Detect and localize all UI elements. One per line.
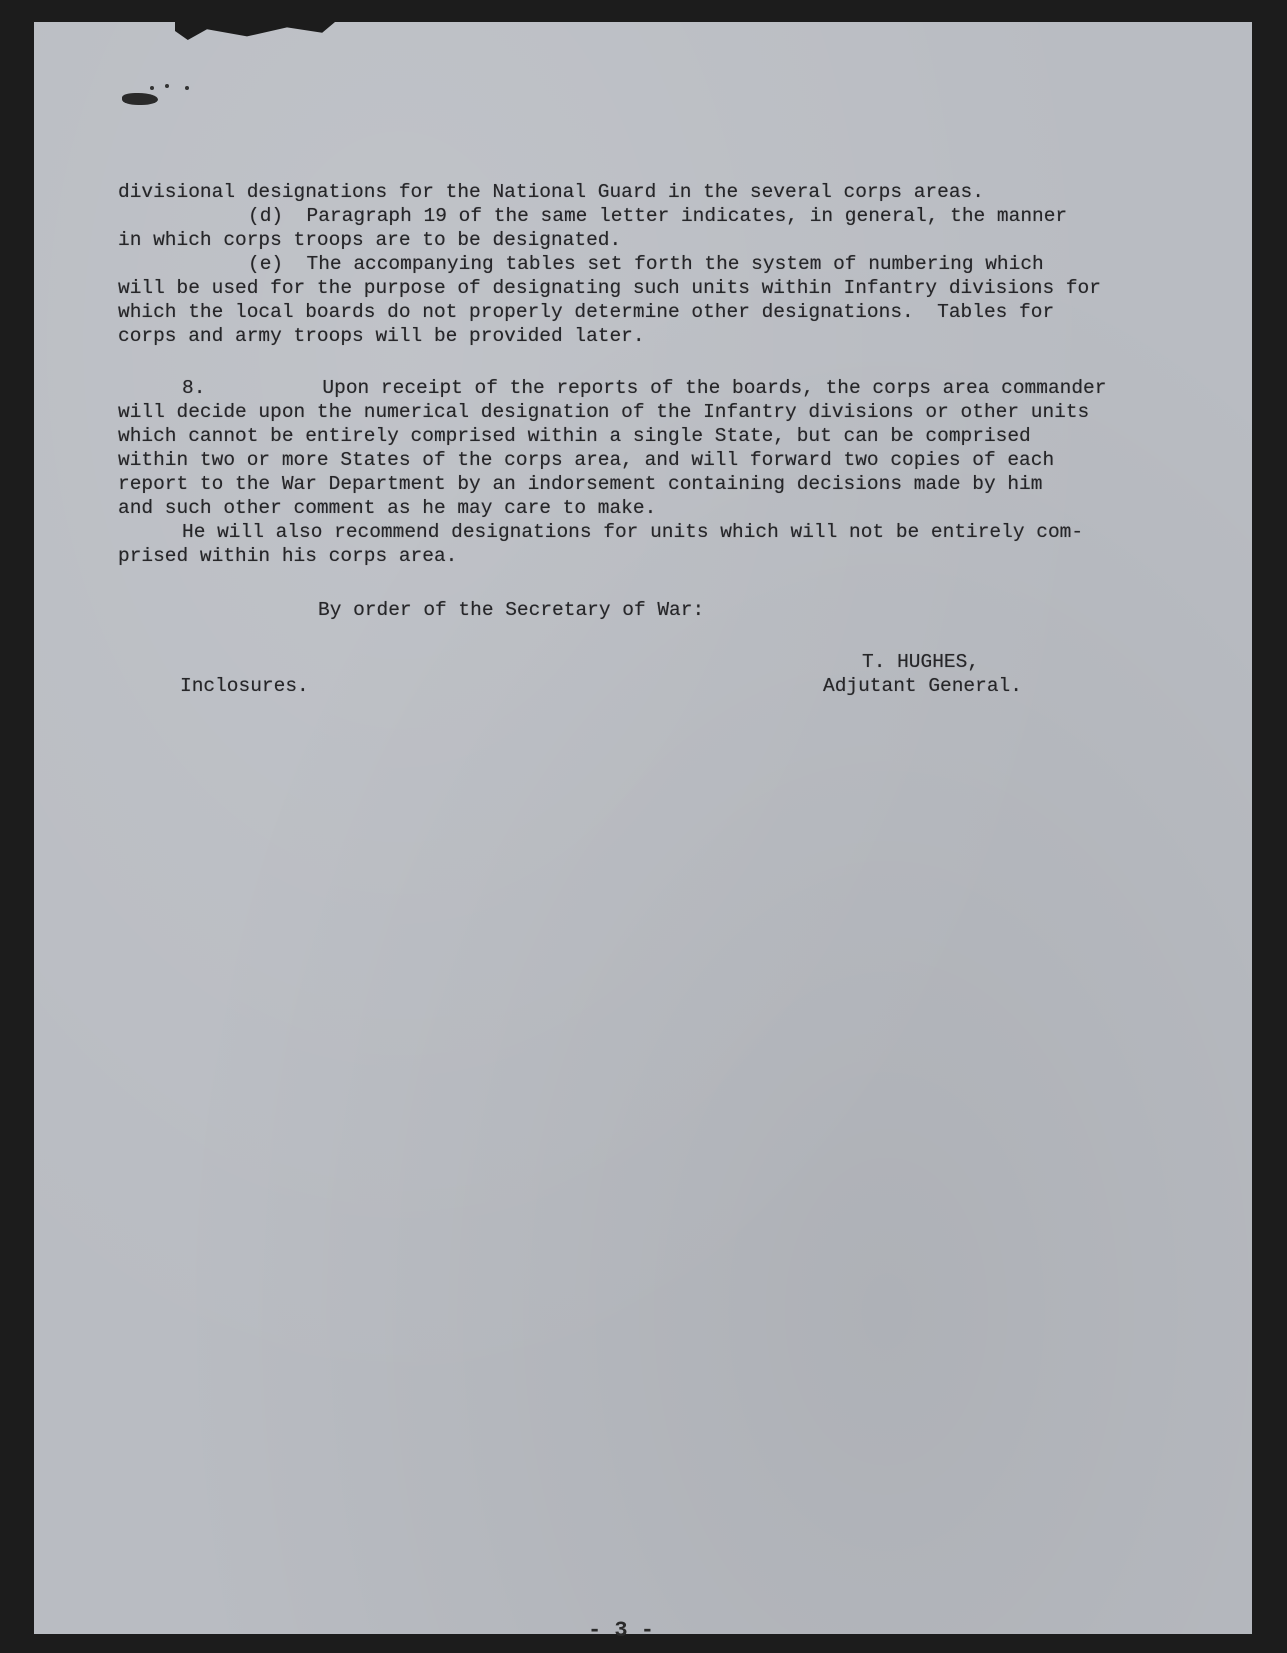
body-line-4: (e) The accompanying tables set forth the system of numbering which — [248, 253, 1044, 275]
page-number: - 3 - — [588, 1618, 655, 1643]
signature-title: Adjutant General. — [823, 675, 1022, 697]
body-line-13: and such other comment as he may care to make. — [118, 497, 657, 519]
body-line-3: in which corps troops are to be designated. — [118, 229, 622, 251]
ink-speck — [185, 86, 189, 90]
ink-speck — [150, 86, 154, 90]
body-line-8: 8. Upon receipt of the reports of the boards, the corps area commander — [182, 377, 1107, 399]
closing-line: By order of the Secretary of War: — [318, 599, 705, 621]
body-line-2: (d) Paragraph 19 of the same letter indicates, in general, the manner — [248, 205, 1068, 227]
body-line-5: will be used for the purpose of designating such units within Infantry divisions for — [118, 277, 1101, 299]
body-line-9: will decide upon the numerical designation of the Infantry divisions or other units — [118, 401, 1090, 423]
signature-name: T. HUGHES, — [862, 651, 980, 673]
ink-smudge — [122, 93, 158, 105]
body-line-10: which cannot be entirely comprised within a single State, but can be comprised — [118, 425, 1031, 447]
body-line-7: corps and army troops will be provided later. — [118, 325, 645, 347]
body-line-14: He will also recommend designations for units which will not be entirely com- — [182, 521, 1084, 543]
body-line-12: report to the War Department by an indorsement containing decisions made by him — [118, 473, 1043, 495]
ink-speck — [165, 84, 169, 88]
body-line-15: prised within his corps area. — [118, 545, 458, 567]
body-line-1: divisional designations for the National Guard in the several corps areas. — [118, 181, 984, 203]
body-line-6: which the local boards do not properly determine other designations. Tables for — [118, 301, 1055, 323]
enclosures-label: Inclosures. — [180, 675, 309, 697]
body-line-11: within two or more States of the corps area, and will forward two copies of each — [118, 449, 1055, 471]
